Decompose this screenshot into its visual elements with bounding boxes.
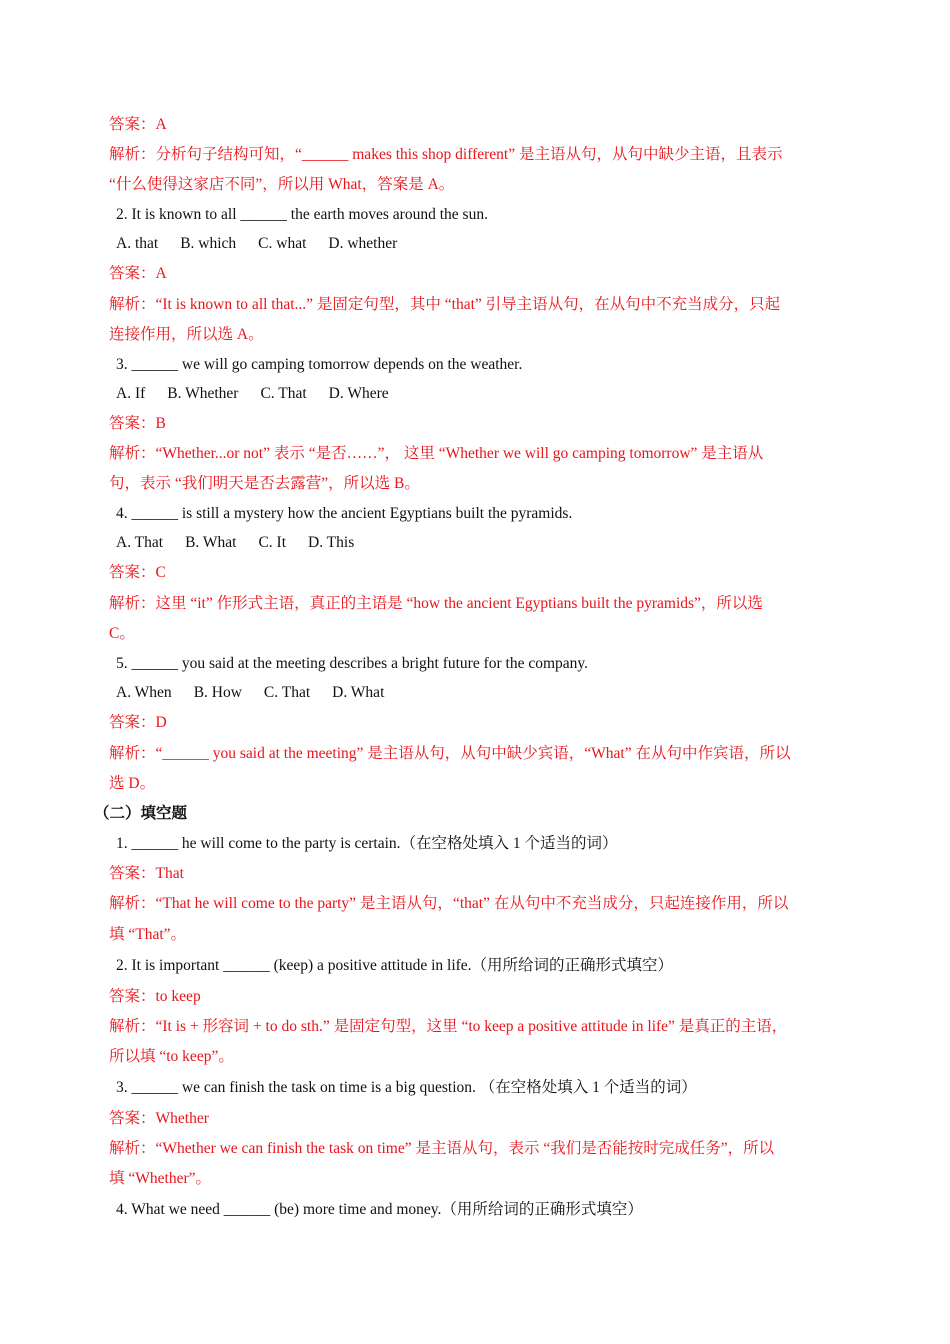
- option: C. what: [258, 235, 307, 252]
- question-line: 4. What we need ______ (be) more time and money.（用所给词的正确形式填空）: [116, 1201, 643, 1218]
- explanation-line: 解析：分析句子结构可知，“______ makes this shop different” 是主语从句，从句中缺少主语，且表示: [109, 146, 783, 163]
- option: A. If: [116, 385, 146, 402]
- question-line: 2. It is important ______ (keep) a positive attitude in life.（用所给词的正确形式填空）: [116, 957, 674, 974]
- question-line: 3. ______ we will go camping tomorrow depends on the weather.: [116, 356, 523, 373]
- options-line: [116, 234, 419, 254]
- question-line: 2. It is known to all ______ the earth moves around the sun.: [116, 206, 488, 223]
- options-line: [116, 533, 376, 553]
- section-heading: （二）填空题: [94, 805, 188, 822]
- option: C. That: [260, 385, 307, 402]
- option: D. This: [308, 534, 355, 551]
- explanation-line: 填 “Whether”。: [109, 1170, 211, 1187]
- option: A. that: [116, 235, 159, 252]
- explanation-line: “什么使得这家店不同”，所以用 What，答案是 A。: [109, 176, 455, 193]
- explanation-line: 填 “That”。: [109, 926, 187, 943]
- explanation-line: C。: [109, 625, 135, 642]
- question-line: 1. ______ he will come to the party is certain.（在空格处填入 1 个适当的词）: [116, 835, 618, 852]
- option: C. That: [263, 684, 311, 701]
- option: A. When: [116, 684, 172, 701]
- answer-line: 答案：B: [109, 415, 166, 432]
- option: C. It: [258, 534, 287, 551]
- answer-line: 答案：Whether: [109, 1110, 209, 1127]
- answer-line: 答案：A: [109, 116, 167, 133]
- option: D. Where: [328, 385, 389, 402]
- explanation-line: 所以填 “to keep”。: [109, 1048, 234, 1065]
- answer-line: 答案：D: [109, 714, 167, 731]
- question-line: 3. ______ we can finish the task on time is a big question. （在空格处填入 1 个适当的词）: [116, 1079, 697, 1096]
- explanation-line: 连接作用，所以选 A。: [109, 326, 264, 343]
- explanation-line: 句，表示 “我们明天是否去露营”，所以选 B。: [109, 475, 420, 492]
- explanation-line: 解析：“It is + 形容词 + to do sth.” 是固定句型，这里 “to keep a positive attitude in life” 是真正的主语，: [109, 1018, 788, 1035]
- option: B. which: [180, 235, 237, 252]
- options-line: [116, 384, 411, 404]
- explanation-line: 解析：“Whether we can finish the task on time” 是主语从句，表示 “我们是否能按时完成任务”，所以: [109, 1140, 775, 1157]
- explanation-line: 选 D。: [109, 775, 156, 792]
- explanation-line: 解析：这里 “it” 作形式主语，真正的主语是 “how the ancient Egyptians built the pyramids”，所以选: [109, 595, 763, 612]
- options-line: [116, 683, 406, 703]
- answer-line: 答案：C: [109, 564, 166, 581]
- question-line: 5. ______ you said at the meeting describes a bright future for the company.: [116, 655, 589, 672]
- explanation-line: 解析：“______ you said at the meeting” 是主语从句，从句中缺少宾语，“What” 在从句中作宾语，所以: [109, 745, 791, 762]
- option: B. Whether: [167, 385, 239, 402]
- explanation-line: 解析：“That he will come to the party” 是主语从句，“that” 在从句中不充当成分，只起连接作用，所以: [109, 895, 789, 912]
- explanation-line: 解析：“It is known to all that...” 是固定句型，其中 “that” 引导主语从句，在从句中不充当成分，只起: [109, 296, 781, 313]
- option: D. whether: [328, 235, 398, 252]
- explanation-line: 解析：“Whether...or not” 表示 “是否……”， 这里 “Whether we will go camping tomorrow” 是主语从: [109, 445, 764, 462]
- question-line: 4. ______ is still a mystery how the ancient Egyptians built the pyramids.: [116, 505, 573, 522]
- option: B. What: [185, 534, 237, 551]
- answer-line: 答案：A: [109, 265, 167, 282]
- answer-line: 答案：to keep: [109, 988, 201, 1005]
- answer-line: 答案：That: [109, 865, 184, 882]
- option: B. How: [193, 684, 242, 701]
- option: D. What: [332, 684, 385, 701]
- option: A. That: [116, 534, 164, 551]
